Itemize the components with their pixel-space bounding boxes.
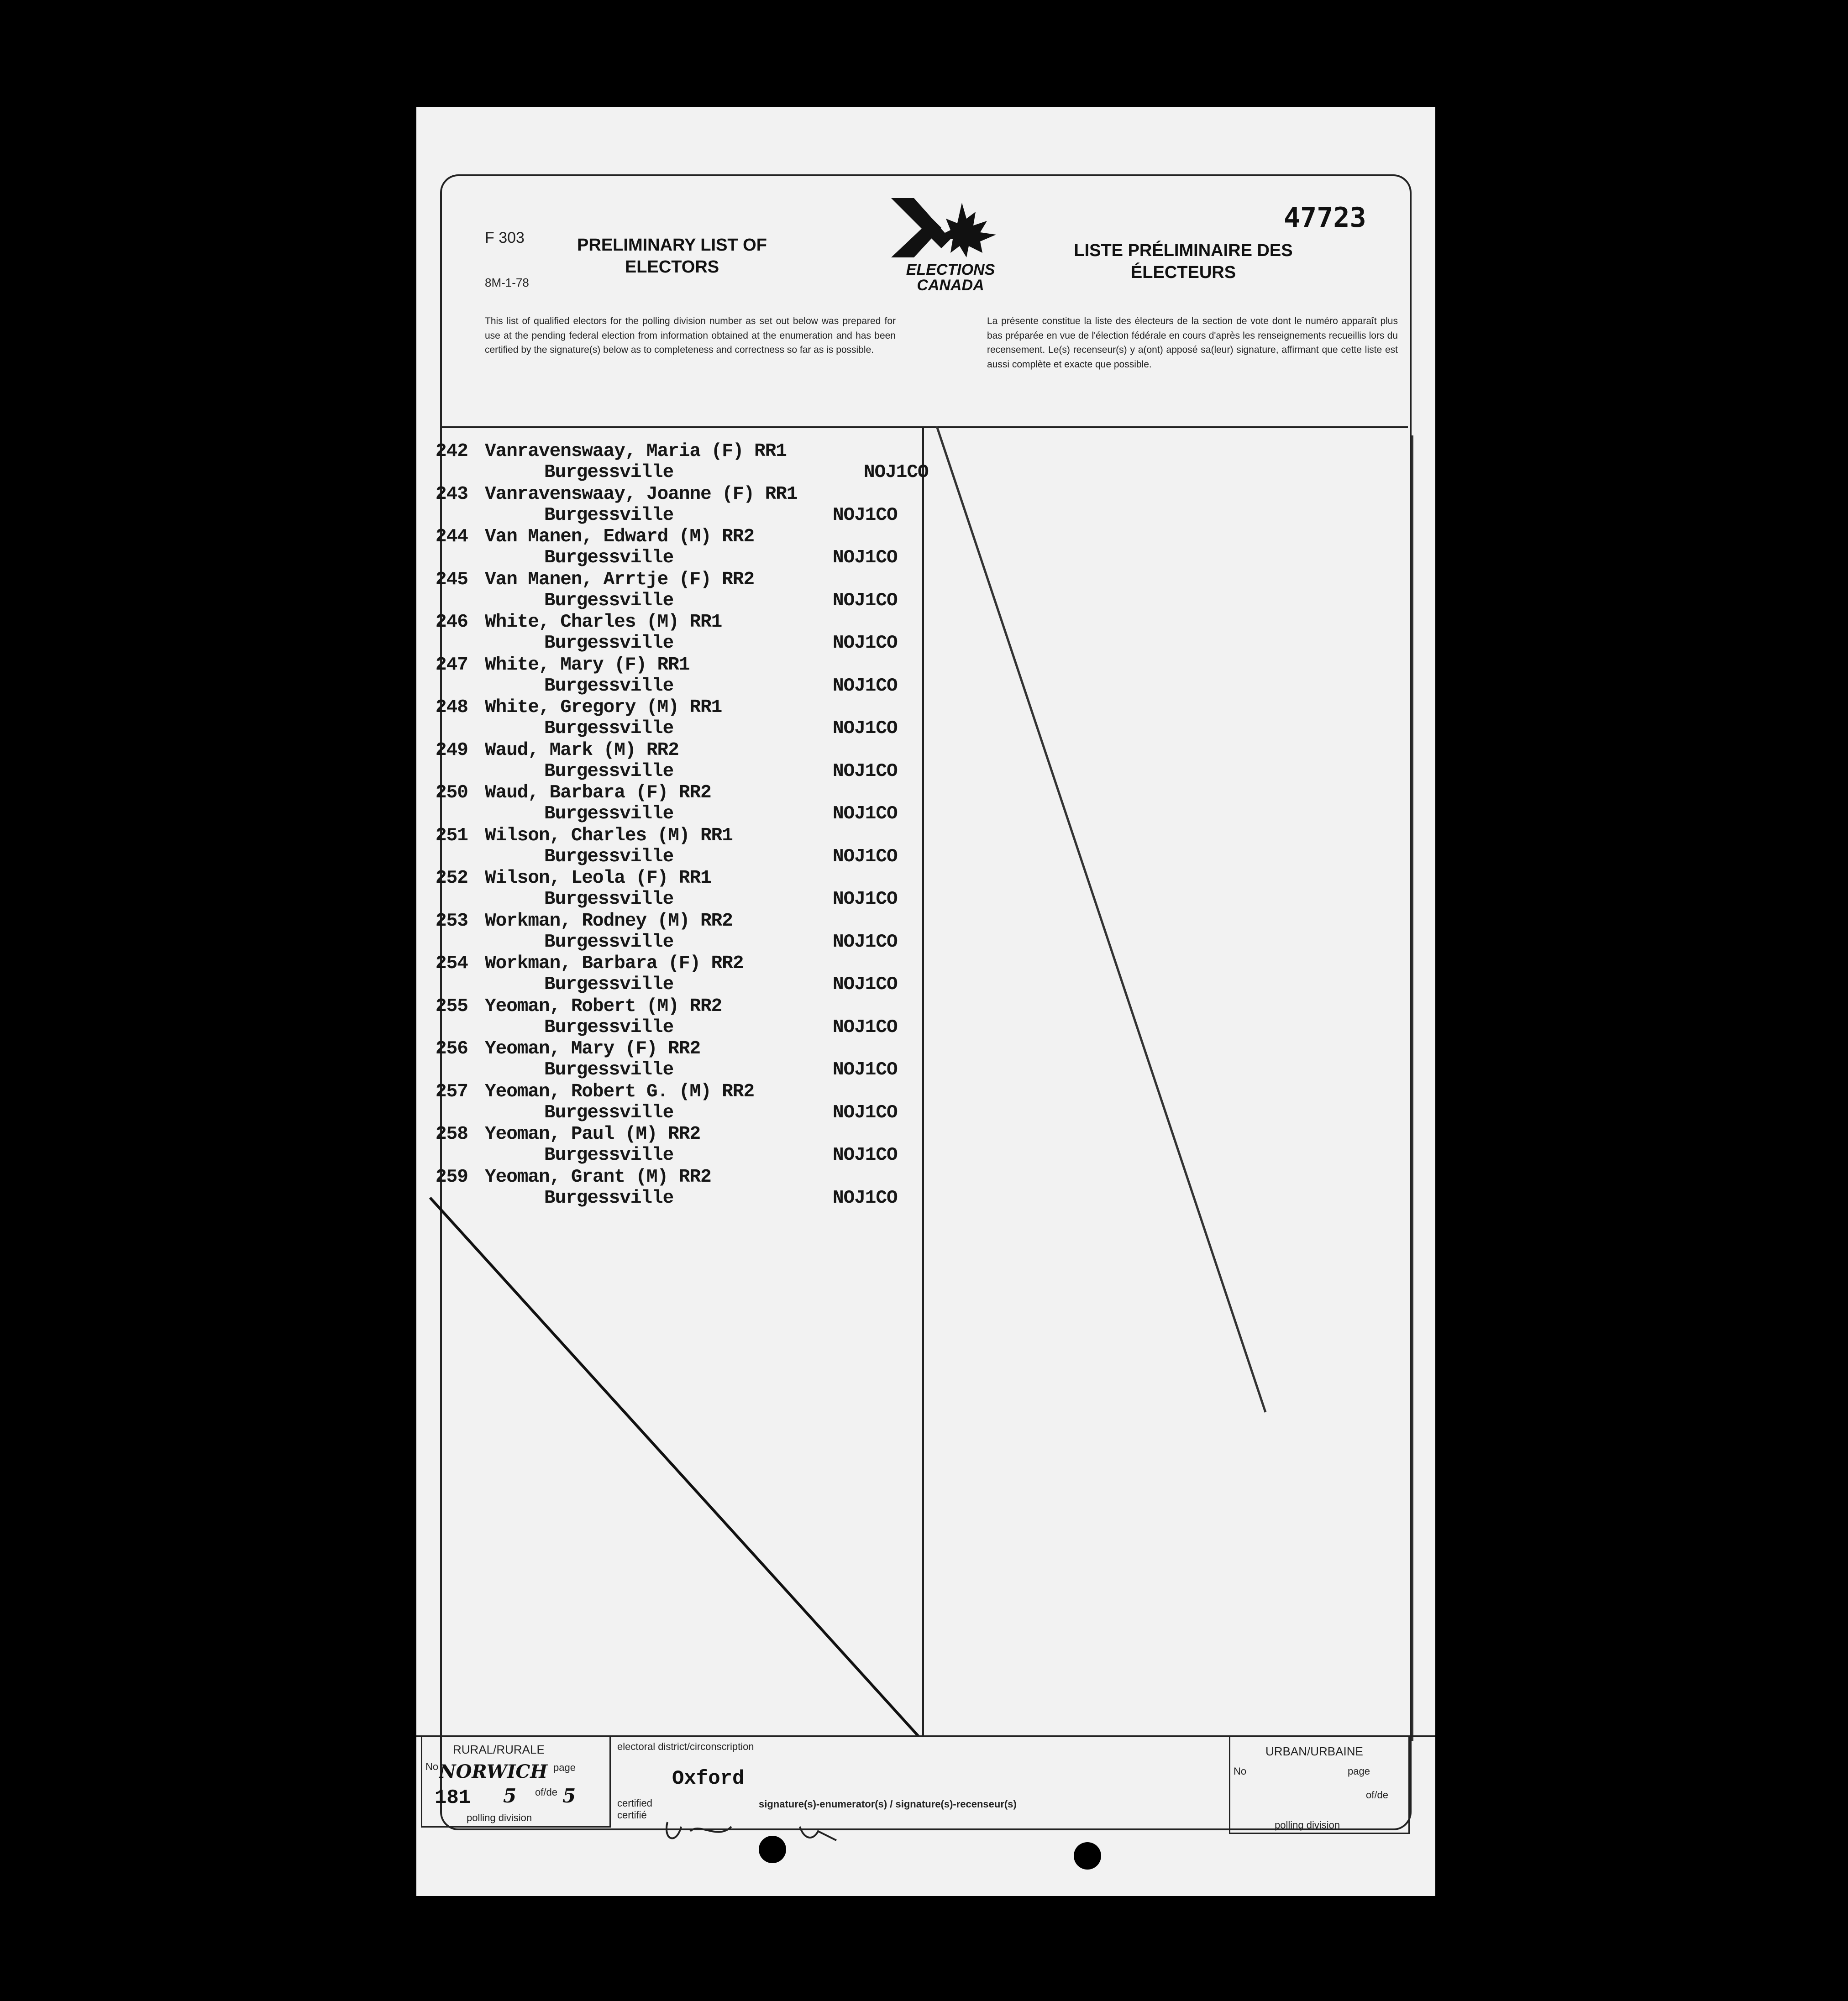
elector-postal-code: NOJ1CO <box>833 590 898 611</box>
elector-number: 244 <box>436 526 468 547</box>
elector-name: Wilson, Charles (M) RR1 <box>485 825 733 846</box>
elector-number: 246 <box>436 612 468 633</box>
elector-name: Workman, Rodney (M) RR2 <box>485 910 733 932</box>
district-value: Oxford <box>672 1767 745 1790</box>
elector-city: Burgessville <box>544 504 674 526</box>
form-date: 8M-1-78 <box>485 276 529 289</box>
title-french: LISTE PRÉLIMINAIRE DES ÉLECTEURS <box>1074 241 1293 282</box>
elector-city: Burgessville <box>544 1102 674 1123</box>
elector-postal-code: NOJ1CO <box>833 931 898 953</box>
page-number: 5 <box>503 1785 517 1807</box>
elector-postal-code: NOJ1CO <box>833 846 898 867</box>
form-number: 47723 <box>1284 202 1366 234</box>
elector-name: Yeoman, Grant (M) RR2 <box>485 1166 711 1188</box>
elector-name: Yeoman, Robert (M) RR2 <box>485 995 722 1017</box>
punch-hole-right <box>1074 1842 1101 1870</box>
elector-number: 249 <box>436 739 468 761</box>
elector-city: Burgessville <box>544 1059 674 1080</box>
elector-postal-code: NOJ1CO <box>864 462 929 483</box>
elector-number: 243 <box>436 483 468 505</box>
elector-name: Van Manen, Edward (M) RR2 <box>485 526 755 547</box>
elector-postal-code: NOJ1CO <box>833 547 898 568</box>
elector-city: Burgessville <box>544 974 674 995</box>
elector-name: Yeoman, Robert G. (M) RR2 <box>485 1081 755 1102</box>
urban-polling-label: polling division <box>1275 1819 1340 1831</box>
elector-city: Burgessville <box>544 889 674 910</box>
elector-number: 250 <box>436 782 468 803</box>
elector-name: White, Gregory (M) RR1 <box>485 697 722 718</box>
urban-page-label: page <box>1348 1765 1370 1777</box>
elector-postal-code: NOJ1CO <box>833 718 898 739</box>
elector-postal-code: NOJ1CO <box>833 1059 898 1080</box>
elector-name: Yeoman, Paul (M) RR2 <box>485 1124 701 1145</box>
elector-postal-code: NOJ1CO <box>833 760 898 782</box>
elector-city: Burgessville <box>544 846 674 867</box>
elector-postal-code: NOJ1CO <box>833 1145 898 1166</box>
rural-page-label: page <box>553 1762 576 1773</box>
elector-number: 242 <box>436 441 468 462</box>
page-of-number: 5 <box>562 1785 576 1807</box>
elector-city: Burgessville <box>544 590 674 611</box>
form-footer <box>416 1735 1435 1872</box>
elector-name: Vanravenswaay, Maria (F) RR1 <box>485 441 787 462</box>
elector-number: 254 <box>436 953 468 974</box>
elector-name: Yeoman, Mary (F) RR2 <box>485 1038 701 1059</box>
elector-city: Burgessville <box>544 1016 674 1038</box>
elector-number: 258 <box>436 1124 468 1145</box>
rural-no-label: No <box>425 1761 439 1772</box>
elector-name: White, Mary (F) RR1 <box>485 654 690 676</box>
elector-city: Burgessville <box>544 760 674 782</box>
rural-of-label: of/de <box>535 1786 557 1798</box>
elector-number: 255 <box>436 995 468 1017</box>
elector-city: Burgessville <box>544 462 674 483</box>
rural-label: RURAL/RURALE <box>453 1743 545 1756</box>
intro-text-french: La présente constitue la liste des électeurs de la section de vote dont le numéro apparaît plus bas préparée en vue de l'élection fédérale en cours d'après les renseignements recueillis lors du recensement. Le(s) recenseur(s) y a(ont) apposé sa(leur) signature, affirmant que cette liste est aussi complète et exacte que possible. <box>987 316 1398 370</box>
elector-number: 256 <box>436 1038 468 1059</box>
handwritten-township: NORWICH <box>439 1761 548 1782</box>
elector-number: 257 <box>436 1081 468 1102</box>
elector-name: Van Manen, Arrtje (F) RR2 <box>485 569 755 590</box>
urban-no-label: No <box>1234 1765 1247 1777</box>
elector-city: Burgessville <box>544 803 674 824</box>
elector-name: Workman, Barbara (F) RR2 <box>485 953 744 974</box>
elector-postal-code: NOJ1CO <box>833 504 898 526</box>
elector-postal-code: NOJ1CO <box>833 633 898 654</box>
elector-number: 252 <box>436 868 468 889</box>
elector-name: Vanravenswaay, Joanne (F) RR1 <box>485 483 798 505</box>
signature-label: signature(s)-enumerator(s) / signature(s)-recenseur(s) <box>759 1798 1017 1810</box>
elector-postal-code: NOJ1CO <box>833 675 898 697</box>
elector-postal-code: NOJ1CO <box>833 1187 898 1209</box>
document-page <box>416 107 1435 1896</box>
elector-postal-code: NOJ1CO <box>833 1016 898 1038</box>
elector-city: Burgessville <box>544 633 674 654</box>
elector-postal-code: NOJ1CO <box>833 803 898 824</box>
elector-city: Burgessville <box>544 931 674 953</box>
elector-number: 251 <box>436 825 468 846</box>
elector-name: Waud, Mark (M) RR2 <box>485 739 679 761</box>
elector-number: 247 <box>436 654 468 676</box>
certifie-label: certifié <box>617 1809 647 1821</box>
title-english: PRELIMINARY LIST OF ELECTORS <box>577 236 767 277</box>
elector-postal-code: NOJ1CO <box>833 1102 898 1123</box>
form-code: F 303 <box>485 229 525 246</box>
certified-label: certified <box>617 1797 653 1809</box>
elector-number: 253 <box>436 910 468 932</box>
elector-name: Waud, Barbara (F) RR2 <box>485 782 711 803</box>
urban-label: URBAN/URBAINE <box>1265 1744 1363 1758</box>
logo-line-2: CANADA <box>917 277 984 294</box>
polling-division-label: polling division <box>467 1812 532 1823</box>
logo-line-1: ELECTIONS <box>906 261 995 278</box>
punch-hole-left <box>759 1836 786 1863</box>
elector-postal-code: NOJ1CO <box>833 889 898 910</box>
district-label: electoral district/circonscription <box>617 1741 754 1752</box>
elector-city: Burgessville <box>544 1145 674 1166</box>
signature-scribble <box>663 1813 855 1849</box>
elector-city: Burgessville <box>544 547 674 568</box>
elector-city: Burgessville <box>544 675 674 697</box>
intro-text-english: This list of qualified electors for the polling division number as set out below was prepared for use at the pending federal election from information obtained at the enumeration and has been certified by the signature(s) below as to completeness and correctness so far as is possible. <box>485 316 896 355</box>
elector-name: White, Charles (M) RR1 <box>485 612 722 633</box>
elector-number: 248 <box>436 697 468 718</box>
elector-number: 245 <box>436 569 468 590</box>
elector-name: Wilson, Leola (F) RR1 <box>485 868 711 889</box>
elector-postal-code: NOJ1CO <box>833 974 898 995</box>
division-number: 181 <box>435 1786 471 1809</box>
elector-city: Burgessville <box>544 718 674 739</box>
elector-number: 259 <box>436 1166 468 1188</box>
urban-of-label: of/de <box>1366 1789 1388 1801</box>
elector-city: Burgessville <box>544 1187 674 1209</box>
